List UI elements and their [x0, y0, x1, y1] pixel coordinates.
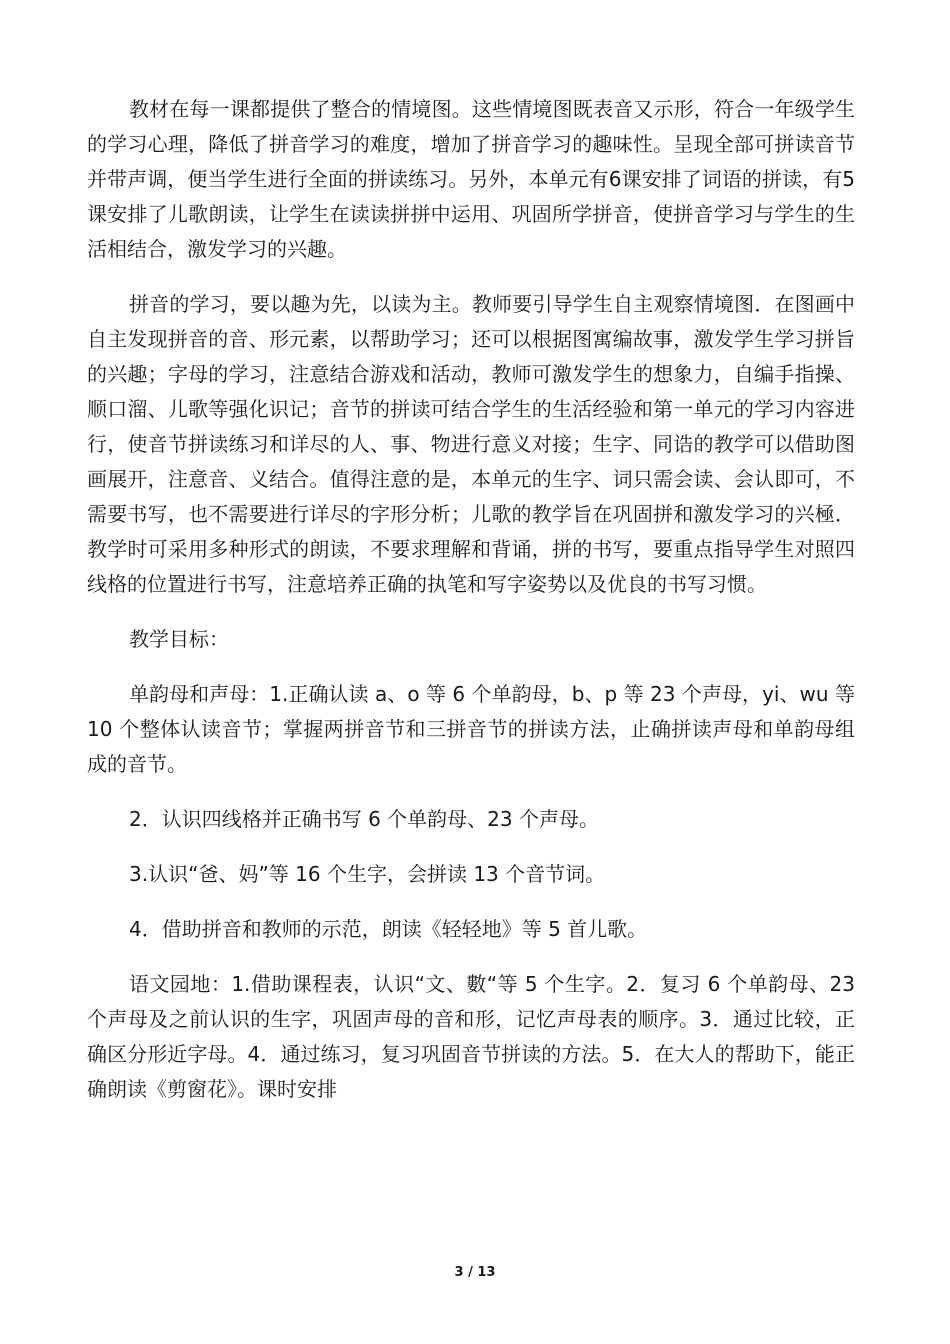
paragraph-objectives-heading: 教学目标：: [129, 627, 229, 651]
paragraph-objective-1: 单韵母和声母：1.正确认读 a、o 等 6 个单韵母，b、p 等 23 个声母，yi、wu 等 10 个整体认读音节；掌握两拼音节和三拼音节的拼读方法，止确拼读声母和单韵母组成的音节。: [87, 682, 855, 776]
paragraph-objective-4: 4．借助拼音和教师的示范，朗读《轻轻地》等 5 首儿歌。: [129, 917, 648, 941]
page-number: 3 / 13: [454, 1265, 496, 1280]
paragraph-language-garden: 语文园地：1.借助课程表，认识“文、數“等 5 个生字。2．复习 6 个单韵母、23 个声母及之前认识的生字，巩固声母的音和形，记忆声母表的顺序。3．通过比较，正确区分形近字母。4．通过练习，复习巩固音节拼读的方法。5．在大人的帮助下，能正确朗读《剪窗花》。课时安排: [87, 972, 855, 1101]
document-body: [87, 92, 855, 1127]
paragraph-objective-3: 3.认识“爸、妈”等 16 个生字，会拼读 13 个音节词。: [129, 862, 606, 886]
paragraph-objective-2: 2．认识四线格并正确书写 6 个单韵母、23 个声母。: [129, 807, 599, 831]
paragraph-intro: 教材在每一课都提供了整合的情境图。这些情境图既表音又示形，符合一年级学生的学习心理，降低了拼音学习的难度，增加了拼音学习的趣味性。呈现全部可拼读音节并带声调，便当学生进行全面的拼读练习。另外，本单元有6课安排了词语的拼读，有5课安排了儿歌朗读，让学生在读读拼拼中运用、巩固所学拼音，使拼音学习与学生的生活相结合，激发学习的兴趣。: [87, 97, 855, 261]
paragraph-pinyin-teaching: 拼音的学习，要以趣为先，以读为主。教师要引导学生自主观察情境图．在图画中自主发现拼音的音、形元素，以帮助学习；还可以根据图寓编故事，激发学生学习拼旨的兴趣；字母的学习，注意结合游戏和活动，教师可激发学生的想象力，自编手指操、顺口溜、儿歌等强化识记；音节的拼读可结合学生的生活经验和第一单元的学习内容进行，使音节拼读练习和详尽的人、事、物进行意义对接；生字、同诰的教学可以借助图画展开，注意音、义结合。值得注意的是，本单元的生字、词只需会读、会认即可，不需要书写，也不需要进行详尽的字形分析；儿歌的教学旨在巩固拼和激发学习的兴極．教学时可采用多种形式的朗读，不要求理解和背诵，拼的书写，要重点指导学生对照四线格的位置进行书写，注意培养正确的执笔和写字姿势以及优良的书写习惯。: [87, 292, 855, 596]
